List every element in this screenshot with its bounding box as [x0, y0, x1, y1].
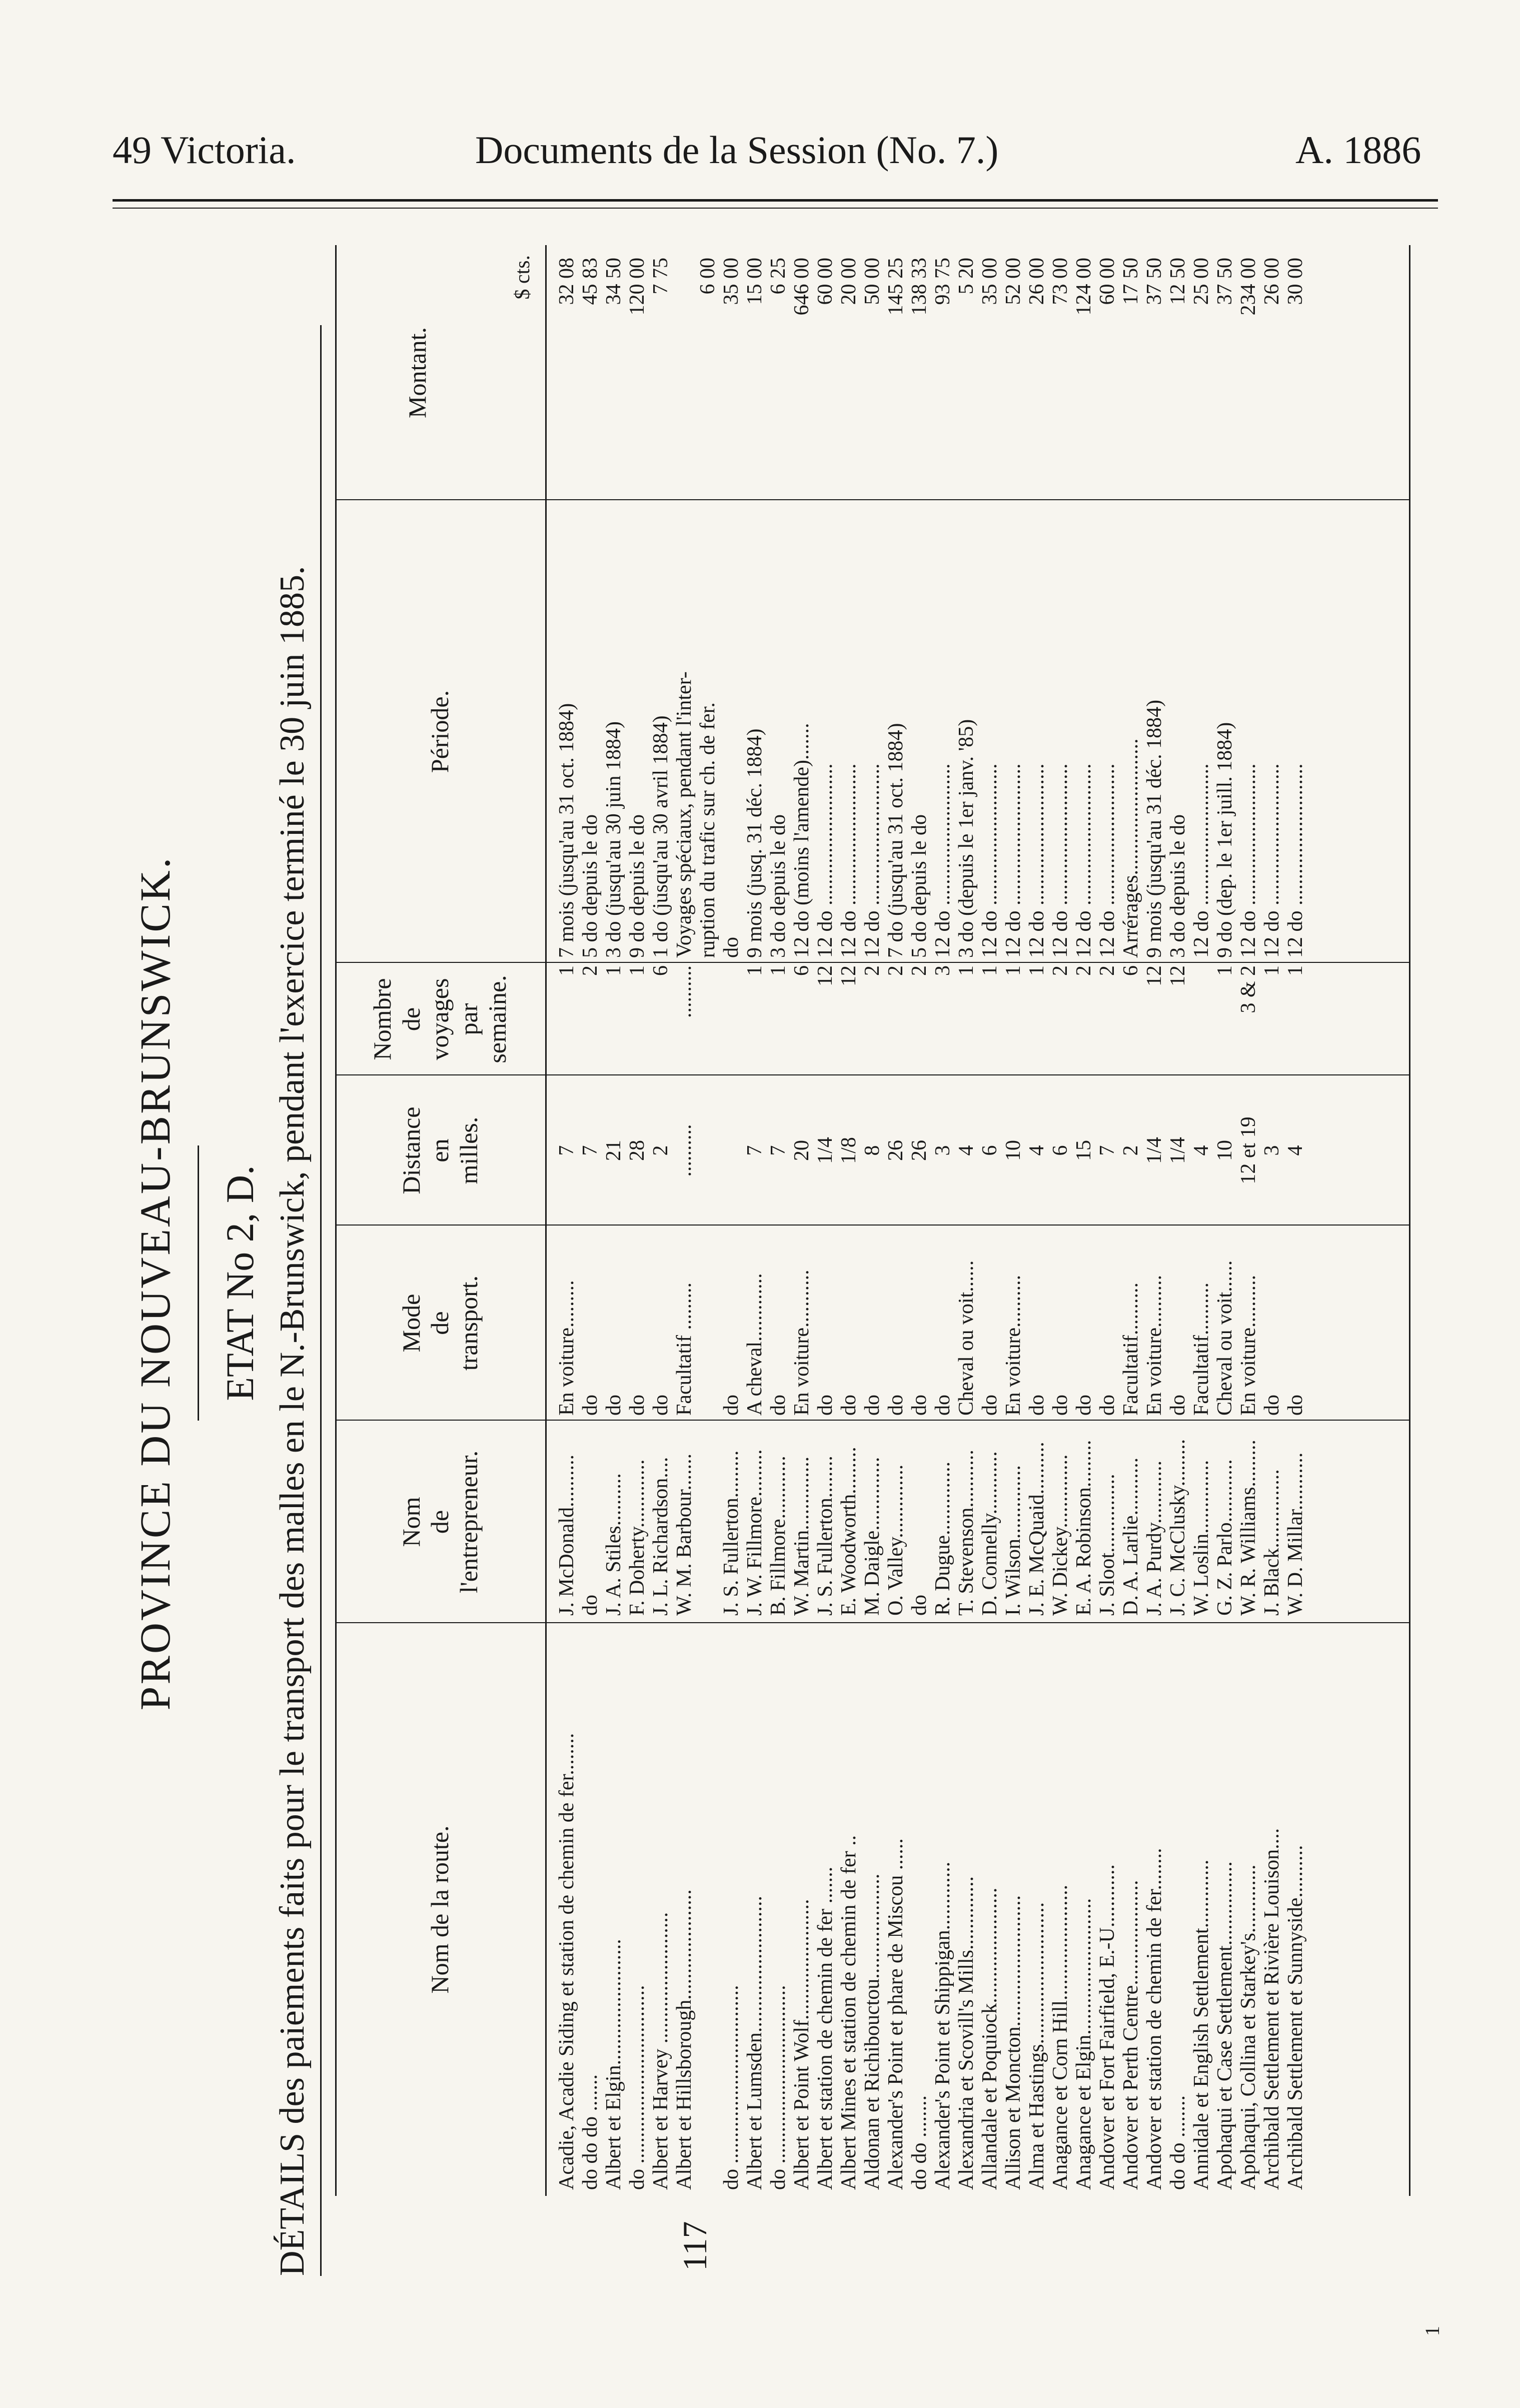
- cell-contractor: J. S. Fullerton.........: [720, 1450, 743, 1616]
- cell-distance: 4: [955, 1145, 978, 1156]
- cell-mode: do: [649, 1395, 672, 1416]
- cell-contractor: J. C. McClusky.........: [1166, 1439, 1189, 1616]
- cell-period: 9 do depuis le do: [626, 814, 649, 958]
- header-rule: [113, 199, 1438, 202]
- cell-mode: do: [720, 1395, 743, 1416]
- table-row: [955, 245, 978, 2196]
- cell-voyages: ..........: [673, 965, 696, 1018]
- page-title: PROVINCE DU NOUVEAU-BRUNSWICK.: [131, 855, 179, 1711]
- cell-mode: do: [1284, 1395, 1307, 1416]
- table-row: [1260, 245, 1284, 2196]
- cell-period: 12 do ...........................: [861, 763, 884, 958]
- cell-amount: 5 20: [955, 258, 978, 295]
- cell-route: Andover et Fort Fairfield, E.-U............: [1096, 1864, 1119, 2190]
- cell-period: 1 do (jusqu'au 30 avril 1884): [649, 715, 672, 958]
- title-divider: [198, 1145, 199, 1421]
- cell-route: Albert et Hillsborough.....................: [673, 1889, 696, 2190]
- table-row: [767, 245, 790, 2196]
- cell-route: do ..................................: [767, 1985, 790, 2190]
- cell-voyages: 1: [1260, 965, 1283, 976]
- cell-route: do do ........: [1166, 2095, 1189, 2190]
- cell-amount: 35 00: [978, 258, 1001, 305]
- table-row: [673, 245, 696, 2196]
- cell-distance: 1/4: [814, 1137, 837, 1164]
- cell-amount: 34 50: [602, 258, 625, 305]
- cell-period: 9 mois (jusq. 31 déc. 1884): [743, 728, 766, 958]
- cell-contractor: W. D. Millar...........: [1284, 1452, 1307, 1616]
- table-row: [1166, 245, 1190, 2196]
- table-row: [884, 245, 908, 2196]
- table-row: [908, 245, 931, 2196]
- cell-mode: En voiture..........: [1143, 1275, 1166, 1416]
- table-row: [1049, 245, 1072, 2196]
- cell-distance: 6: [978, 1145, 1001, 1156]
- cell-distance: 3: [931, 1145, 954, 1156]
- cell-voyages: 1: [1002, 965, 1025, 976]
- cell-distance: 4: [1284, 1145, 1307, 1156]
- cell-mode: En voiture...........: [790, 1270, 813, 1416]
- table-row: [861, 245, 884, 2196]
- cell-period: 12 do (moins l'amende).......: [790, 723, 813, 958]
- cell-amount: 12 50: [1166, 258, 1189, 305]
- cell-contractor: J. E. McQuaid..........: [1025, 1442, 1048, 1616]
- cell-route: Apohaqui, Collina et Starkey's.............: [1237, 1864, 1260, 2190]
- cell-contractor: J. S. Fullerton........: [814, 1456, 837, 1616]
- cell-amount: 30 00: [1284, 258, 1307, 305]
- stray-mark: 1: [1421, 2326, 1443, 2336]
- cell-distance: 2: [1119, 1145, 1142, 1156]
- cell-distance: 3: [1260, 1145, 1283, 1156]
- table-row: [1096, 245, 1119, 2196]
- cell-distance: 4: [1190, 1145, 1213, 1156]
- cell-mode: do: [1025, 1395, 1048, 1416]
- cell-mode: Facultatif..........: [1119, 1283, 1142, 1416]
- table-row: [579, 245, 602, 2196]
- cell-distance: ..........: [673, 1124, 696, 1177]
- cell-route: Archibald Settlement et Rivière Louison....: [1260, 1828, 1283, 2190]
- cell-voyages: 12: [837, 965, 860, 986]
- cell-period: 12 do ...........................: [1072, 763, 1095, 958]
- cell-contractor: W. M. Barbour.......: [673, 1454, 696, 1616]
- cell-contractor: J. McDonald..........: [555, 1455, 578, 1616]
- header-amount-unit: $ cts.: [511, 255, 534, 300]
- table-row: [1025, 245, 1049, 2196]
- header-period: Période.: [426, 690, 454, 773]
- cell-amount: 26 00: [1260, 258, 1283, 305]
- table-row: [696, 245, 720, 2196]
- cell-mode: do: [1072, 1395, 1095, 1416]
- cell-voyages: 1: [978, 965, 1001, 976]
- cell-voyages: 6: [790, 965, 813, 976]
- rotated-page-content: [100, 220, 1450, 2346]
- running-header: [0, 128, 1520, 188]
- table-bottom-rule: [1409, 245, 1410, 2196]
- cell-mode: do: [861, 1395, 884, 1416]
- header-contractor: Nom de l'entrepreneur.: [397, 1450, 483, 1594]
- cell-period: 9 mois (jusqu'au 31 déc. 1884): [1143, 699, 1166, 958]
- table-row: [1284, 245, 1307, 2196]
- cell-contractor: do: [579, 1595, 602, 1616]
- cell-amount: 32 08: [555, 258, 578, 305]
- cell-contractor: J. L. Richardson....: [649, 1457, 672, 1616]
- cell-voyages: 1: [1284, 965, 1307, 976]
- cell-voyages: 1: [1025, 965, 1048, 976]
- cell-amount: 20 00: [837, 258, 860, 305]
- cell-distance: 2: [649, 1145, 672, 1156]
- cell-period: Arrérages..........................: [1119, 738, 1142, 958]
- cell-period: 12 do ...........................: [1049, 763, 1072, 958]
- cell-distance: 7: [743, 1145, 766, 1156]
- cell-route: Albert et Lumsden..........................: [743, 1896, 766, 2190]
- cell-amount: 6 25: [767, 258, 790, 295]
- cell-distance: 28: [626, 1140, 649, 1161]
- cell-amount: 15 00: [743, 258, 766, 305]
- cell-mode: do: [1166, 1395, 1189, 1416]
- cell-period: 12 do ...........................: [1237, 763, 1260, 958]
- table-row: [1213, 245, 1237, 2196]
- table-row: [814, 245, 837, 2196]
- cell-period: 3 do depuis le do: [1166, 814, 1189, 958]
- table-body: [555, 245, 1307, 2196]
- cell-mode: Facultatif..........: [1190, 1283, 1213, 1416]
- cell-contractor: D. A. Larlie...........: [1119, 1457, 1142, 1616]
- table-row: [837, 245, 861, 2196]
- cell-mode: do: [931, 1395, 954, 1416]
- cell-route: Aldonan et Richibouctou....................: [861, 1873, 884, 2190]
- table-row: [602, 245, 626, 2196]
- cell-amount: 646 00: [790, 258, 813, 316]
- cell-contractor: W. Loslin..............: [1190, 1460, 1213, 1616]
- cell-period: 12 do ...........................: [814, 763, 837, 958]
- table-row: [743, 245, 767, 2196]
- cell-voyages: 2: [861, 965, 884, 976]
- table-row: [1237, 245, 1260, 2196]
- cell-period: 12 do ...........................: [978, 763, 1001, 958]
- table-row: [978, 245, 1002, 2196]
- cell-period: 12 do ...........................: [1260, 763, 1283, 958]
- table-row: [1072, 245, 1096, 2196]
- cell-distance: 26: [884, 1140, 907, 1161]
- cell-amount: 138 33: [908, 258, 931, 316]
- cell-amount: 35 00: [720, 258, 743, 305]
- cell-contractor: G. Z. Parlo............: [1213, 1459, 1236, 1616]
- cell-distance: 26: [908, 1140, 931, 1161]
- cell-route: Anagance et Elgin..........................: [1072, 1898, 1095, 2190]
- cell-mode: do: [1260, 1395, 1283, 1416]
- cell-voyages: 2: [1072, 965, 1095, 976]
- cell-distance: 8: [861, 1145, 884, 1156]
- cell-period: 12 do ...........................: [837, 763, 860, 958]
- cell-mode: do: [884, 1395, 907, 1416]
- cell-route: Annidale et English Settlement.............: [1190, 1859, 1213, 2190]
- cell-contractor: J. W. Fillmore.........: [743, 1449, 766, 1616]
- cell-period: 5 do depuis le do: [908, 814, 931, 958]
- cell-contractor: J. Sloot...............: [1096, 1474, 1119, 1616]
- cell-mode: Facultatif .........: [673, 1283, 696, 1416]
- header-document: Documents de la Session (No. 7.): [475, 128, 999, 172]
- cell-mode: do: [908, 1395, 931, 1416]
- cell-contractor: F. Doherty.............: [626, 1459, 649, 1616]
- cell-mode: do: [767, 1395, 790, 1416]
- cell-voyages: 2: [1096, 965, 1119, 976]
- header-mode: Mode de transport.: [397, 1275, 483, 1371]
- cell-period: 12 do ...........................: [1025, 763, 1048, 958]
- cell-voyages: 1: [767, 965, 790, 976]
- cell-route: Anagance et Corn Hill......................: [1049, 1884, 1072, 2190]
- cell-voyages: 12: [1143, 965, 1166, 986]
- cell-voyages: 1: [955, 965, 978, 976]
- cell-amount: 45 83: [579, 258, 602, 305]
- cell-contractor: E. A. Robinson.........: [1072, 1440, 1095, 1616]
- cell-distance: 7: [767, 1145, 790, 1156]
- cell-distance: 7: [1096, 1145, 1119, 1156]
- cell-voyages: 12: [814, 965, 837, 986]
- table-row: [720, 245, 743, 2196]
- cell-amount: 60 00: [1096, 258, 1119, 305]
- cell-distance: 6: [1049, 1145, 1072, 1156]
- cell-mode: do: [626, 1395, 649, 1416]
- cell-period: 9 do (dep. le 1er juill. 1884): [1213, 722, 1236, 958]
- cell-distance: 7: [579, 1145, 602, 1156]
- cell-voyages: 2: [1049, 965, 1072, 976]
- table-row: [931, 245, 955, 2196]
- table-row: [1143, 245, 1166, 2196]
- cell-mode: do: [1049, 1395, 1072, 1416]
- cell-mode: En voiture.........: [555, 1280, 578, 1416]
- cell-voyages: 6: [649, 965, 672, 976]
- table-row: [1119, 245, 1143, 2196]
- cell-route: Allison et Moncton.........................: [1002, 1895, 1025, 2190]
- cell-period: Voyages spéciaux, pendant l'inter-: [673, 671, 696, 958]
- cell-voyages: 6: [1119, 965, 1142, 976]
- cell-distance: 4: [1025, 1145, 1048, 1156]
- page-number: 117: [676, 2221, 714, 2271]
- cell-voyages: 1: [1213, 965, 1236, 976]
- cell-contractor: T. Stevenson...........: [955, 1450, 978, 1616]
- statement-number: ETAT No 2, D.: [218, 1165, 262, 1401]
- header-rule-thin: [113, 208, 1438, 209]
- cell-amount: 50 00: [861, 258, 884, 305]
- cell-voyages: 12: [1166, 965, 1189, 986]
- cell-amount: 52 00: [1002, 258, 1025, 305]
- table-row: [790, 245, 814, 2196]
- cell-contractor: do: [908, 1595, 931, 1616]
- cell-amount: 73 00: [1049, 258, 1072, 305]
- cell-contractor: W. R. Williams.........: [1237, 1440, 1260, 1616]
- cell-period: do: [720, 937, 743, 958]
- cell-period: 12 do ...........................: [1284, 763, 1307, 958]
- cell-amount: 26 00: [1025, 258, 1048, 305]
- cell-route: Albert et Elgin........................: [602, 1939, 625, 2190]
- cell-period: 12 do ...........................: [931, 763, 954, 958]
- cell-period: 3 do depuis le do: [767, 814, 790, 958]
- cell-contractor: J. A. Purdy............: [1143, 1461, 1166, 1616]
- cell-distance: 10: [1002, 1140, 1025, 1161]
- cell-contractor: M. Daigle..............: [861, 1457, 884, 1616]
- header-voyages: Nombre de voyages par semaine.: [368, 975, 512, 1063]
- cell-route: Alexander's Point et phare de Miscou ......: [884, 1838, 907, 2190]
- payments-table: [335, 245, 1410, 2196]
- caption-rule: [320, 325, 322, 2276]
- cell-route: do do ........: [908, 2095, 931, 2190]
- cell-mode: do: [814, 1395, 837, 1416]
- header-year: A. 1886: [1295, 128, 1421, 172]
- cell-route: Alma et Hastings...........................: [1025, 1902, 1048, 2190]
- cell-route: Allandale et Poquiock......................: [978, 1887, 1001, 2190]
- cell-voyages: 1: [602, 965, 625, 976]
- cell-amount: 120 00: [626, 258, 649, 316]
- cell-route: Alexandria et Scovill's Mills..............: [955, 1876, 978, 2190]
- cell-distance: 12 et 19: [1237, 1116, 1260, 1184]
- cell-mode: Cheval ou voit......: [1213, 1260, 1236, 1416]
- cell-route: Albert et Harvey .........................: [649, 1912, 672, 2190]
- cell-period: 7 mois (jusqu'au 31 oct. 1884): [555, 703, 578, 958]
- cell-distance: 20: [790, 1140, 813, 1161]
- cell-route: Andover et station de chemin de fer........: [1143, 1848, 1166, 2190]
- cell-period: 3 do (depuis le 1er janv. '85): [955, 719, 978, 958]
- cell-route: Acadie, Acadie Siding et station de chemin de fer........: [555, 1733, 578, 2190]
- cell-amount: 17 50: [1119, 258, 1142, 305]
- cell-distance: 21: [602, 1140, 625, 1161]
- cell-voyages: 1: [743, 965, 766, 976]
- cell-voyages: 2: [579, 965, 602, 976]
- cell-contractor: W. Martin..............: [790, 1456, 813, 1616]
- cell-mode: Cheval ou voit......: [955, 1260, 978, 1416]
- table-row: [1002, 245, 1025, 2196]
- cell-amount: 7 75: [649, 258, 672, 295]
- table-row: [1190, 245, 1213, 2196]
- cell-mode: En voiture..........: [1002, 1275, 1025, 1416]
- cell-voyages: 3 & 2: [1237, 965, 1260, 1013]
- cell-route: Albert Mines et station de chemin de fer ..: [837, 1835, 860, 2190]
- table-row: [649, 245, 673, 2196]
- cell-amount: 145 25: [884, 258, 907, 316]
- cell-mode: do: [579, 1395, 602, 1416]
- cell-distance: 1/4: [1166, 1137, 1189, 1164]
- cell-voyages: 1: [626, 965, 649, 976]
- cell-contractor: J. Black...............: [1260, 1469, 1283, 1616]
- cell-voyages: 3: [931, 965, 954, 976]
- cell-route: do ..................................: [626, 1985, 649, 2190]
- cell-route: Apohaqui et Case Settlement................: [1213, 1861, 1236, 2190]
- cell-period: 12 do ...........................: [1096, 763, 1119, 958]
- cell-amount: 6 00: [696, 258, 719, 295]
- cell-distance: 7: [555, 1145, 578, 1156]
- cell-route: Alexander's Point et Shippigan.............: [931, 1861, 954, 2190]
- cell-period: 7 do (jusqu'au 31 oct. 1884): [884, 723, 907, 958]
- cell-mode: En voiture..........: [1237, 1275, 1260, 1416]
- cell-contractor: E. Woodworth.........: [837, 1447, 860, 1616]
- header-session: 49 Victoria.: [113, 128, 296, 172]
- header-amount: Montant.: [403, 327, 432, 418]
- cell-mode: do: [978, 1395, 1001, 1416]
- cell-route: Albert et station de chemin de fer .......: [814, 1866, 837, 2190]
- cell-route: Archibald Settlement et Sunnyside..........: [1284, 1845, 1307, 2190]
- cell-period: ruption du trafic sur ch. de fer.: [696, 702, 719, 958]
- cell-voyages: 2: [908, 965, 931, 976]
- cell-mode: do: [837, 1395, 860, 1416]
- cell-period: 5 do depuis le do: [579, 814, 602, 958]
- cell-contractor: D. Connelly............: [978, 1451, 1001, 1616]
- cell-distance: 1/8: [837, 1137, 860, 1164]
- cell-amount: 60 00: [814, 258, 837, 305]
- cell-route: do ..................................: [720, 1985, 743, 2190]
- table-row: [555, 245, 579, 2196]
- header-distance: Distance en milles.: [397, 1106, 483, 1194]
- cell-distance: 1/4: [1143, 1137, 1166, 1164]
- cell-distance: 15: [1072, 1140, 1095, 1161]
- cell-mode: A cheval.............: [743, 1273, 766, 1416]
- cell-amount: 37 50: [1143, 258, 1166, 305]
- cell-route: Albert et Point Wolf.......................: [790, 1899, 813, 2190]
- table-header-rule: [545, 245, 547, 2196]
- cell-contractor: W. Dickey..............: [1049, 1454, 1072, 1616]
- table-caption: DÉTAILS des paiements faits pour le transport des malles en le N.-Brunswick, pendant l'exercice terminé le 30 juin 1885.: [273, 566, 312, 2276]
- cell-period: 12 do ...........................: [1190, 763, 1213, 958]
- cell-amount: 234 00: [1237, 258, 1260, 316]
- cell-period: 12 do ...........................: [1002, 763, 1025, 958]
- cell-mode: do: [602, 1395, 625, 1416]
- cell-distance: 10: [1213, 1140, 1236, 1161]
- cell-amount: 25 00: [1190, 258, 1213, 305]
- header-route: Nom de la route.: [426, 1825, 454, 1994]
- cell-voyages: 2: [884, 965, 907, 976]
- cell-voyages: 1: [555, 965, 578, 976]
- cell-amount: 93 75: [931, 258, 954, 305]
- cell-amount: 124 00: [1072, 258, 1095, 316]
- cell-contractor: J. A. Stiles..........: [602, 1473, 625, 1616]
- cell-contractor: B. Fillmore............: [767, 1456, 790, 1616]
- cell-contractor: O. Valley..............: [884, 1464, 907, 1616]
- cell-mode: do: [1096, 1395, 1119, 1416]
- cell-route: do do do .......: [579, 2074, 602, 2190]
- cell-contractor: I. Wilson..............: [1002, 1465, 1025, 1616]
- table-row: [626, 245, 649, 2196]
- cell-route: Andover et Perth Centre....................: [1119, 1880, 1142, 2190]
- cell-period: 3 do (jusqu'au 30 juin 1884): [602, 721, 625, 958]
- cell-amount: 37 50: [1213, 258, 1236, 305]
- cell-contractor: R. Dugue..............: [931, 1462, 954, 1616]
